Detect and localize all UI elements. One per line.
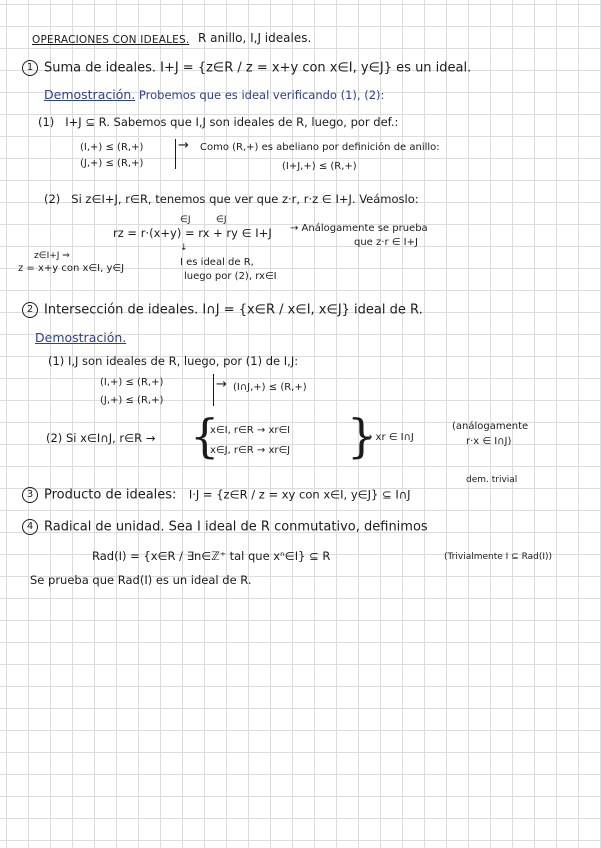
section-1-heading bbox=[22, 60, 471, 76]
implication-arrow-2: → bbox=[216, 377, 227, 392]
section-1-demo-label: Demostración. bbox=[44, 87, 136, 102]
part-1-text: I+J ⊆ R. Sabemos que I,J son ideales de R, luego, por def.: bbox=[65, 115, 399, 129]
part-2-equation: rz = r·(x+y) = rx + ry ∈ I+J bbox=[113, 226, 272, 240]
section-2-part-2: (2) Si x∈I∩J, r∈R → bbox=[46, 431, 156, 445]
section-2-case-1: x∈I, r∈R → xr∈I bbox=[210, 425, 291, 436]
section-4-conclusion: Se prueba que Rad(I) es un ideal de R. bbox=[30, 573, 252, 587]
section-2-subgroup-i: (I,+) ≤ (R,+) bbox=[100, 377, 164, 388]
section-2-note-2: r·x ∈ I∩J) bbox=[466, 436, 512, 447]
part-2-text: Si z∈I+J, r∈R, tenemos que ver que z·r, r·z ∈ I+J. Veámoslo: bbox=[71, 192, 419, 206]
section-2-part-1: (1) I,J son ideales de R, luego, por (1) de I,J: bbox=[48, 354, 299, 368]
right-brace: } bbox=[347, 409, 377, 463]
implication-arrow: → bbox=[178, 138, 189, 153]
section-1-part-1 bbox=[38, 115, 398, 129]
section-3-number: 3 bbox=[22, 487, 38, 503]
section-2-case-result: → xr ∈ I∩J bbox=[364, 432, 414, 443]
section-3-line bbox=[22, 487, 411, 503]
section-4-note: (Trivialmente I ⊆ Rad(I)) bbox=[444, 552, 553, 562]
part-2-below-1: I es ideal de R, bbox=[180, 257, 254, 268]
section-1-number: 1 bbox=[22, 60, 38, 76]
part-2-analog-2: que z·r ∈ I+J bbox=[354, 237, 418, 248]
section-1-part-2 bbox=[44, 192, 419, 206]
section-1-heading-text: Suma de ideales. I+J = {z∈R / z = x+y con x∈I, y∈J} es un ideal. bbox=[44, 60, 472, 76]
section-2-heading-text: Intersección de ideales. I∩J = {x∈R / x∈I, x∈J} ideal de R. bbox=[44, 302, 423, 318]
above-rx: ∈J bbox=[180, 215, 191, 225]
section-3-text: I·J = {z∈R / z = xy con x∈I, y∈J} ⊆ I∩J bbox=[188, 487, 411, 502]
section-2-note-1: (análogamente bbox=[452, 421, 529, 432]
section-2-number: 2 bbox=[22, 302, 38, 318]
part-1-label: (1) bbox=[38, 115, 55, 129]
section-3-heading: Producto de ideales: bbox=[44, 487, 177, 503]
section-2-demo-label: Demostración. bbox=[35, 330, 127, 345]
section-4-formula: Rad(I) = {x∈R / ∃n∈ℤ⁺ tal que xⁿ∈I} ⊆ R bbox=[92, 549, 331, 563]
part-2-analog-1: → Análogamente se prueba bbox=[290, 223, 428, 234]
part-2-left-1: z∈I+J ⇒ bbox=[34, 251, 70, 261]
part-2-below-2: luego por (2), rx∈I bbox=[184, 271, 277, 282]
down-arrow: ↓ bbox=[180, 243, 188, 253]
section-2-case-2: x∈J, r∈R → xr∈J bbox=[210, 445, 291, 456]
section-2-subgroup-j: (J,+) ≤ (R,+) bbox=[100, 395, 164, 406]
section-4-heading-text: Radical de unidad. Sea I ideal de R conmutativo, definimos bbox=[44, 519, 428, 535]
section-1-demo-text: Probemos que es ideal verificando (1), (2): bbox=[138, 88, 385, 102]
section-4-number: 4 bbox=[22, 519, 38, 535]
above-ry: ∈J bbox=[216, 215, 227, 225]
left-brace: { bbox=[190, 409, 220, 463]
section-4-heading bbox=[22, 519, 428, 535]
section-3-note: dem. trivial bbox=[466, 475, 518, 485]
section-1-demo-line bbox=[44, 88, 384, 102]
section-2-result: (I∩J,+) ≤ (R,+) bbox=[233, 382, 307, 393]
part-2-label: (2) bbox=[44, 192, 61, 206]
title-context: R anillo, I,J ideales. bbox=[198, 31, 312, 45]
part-1-subgroup-j: (J,+) ≤ (R,+) bbox=[80, 158, 144, 169]
implication-bar bbox=[175, 139, 176, 169]
part-1-result-2: (I+J,+) ≤ (R,+) bbox=[282, 161, 357, 172]
part-2-left-2: z = x+y con x∈I, y∈J bbox=[18, 263, 125, 274]
page-title: OPERACIONES CON IDEALES. bbox=[32, 34, 190, 46]
part-1-subgroup-i: (I,+) ≤ (R,+) bbox=[80, 142, 144, 153]
section-2-heading bbox=[22, 302, 423, 318]
implication-bar-2 bbox=[213, 374, 214, 406]
part-1-result: Como (R,+) es abeliano por definición de anillo: bbox=[200, 142, 440, 153]
